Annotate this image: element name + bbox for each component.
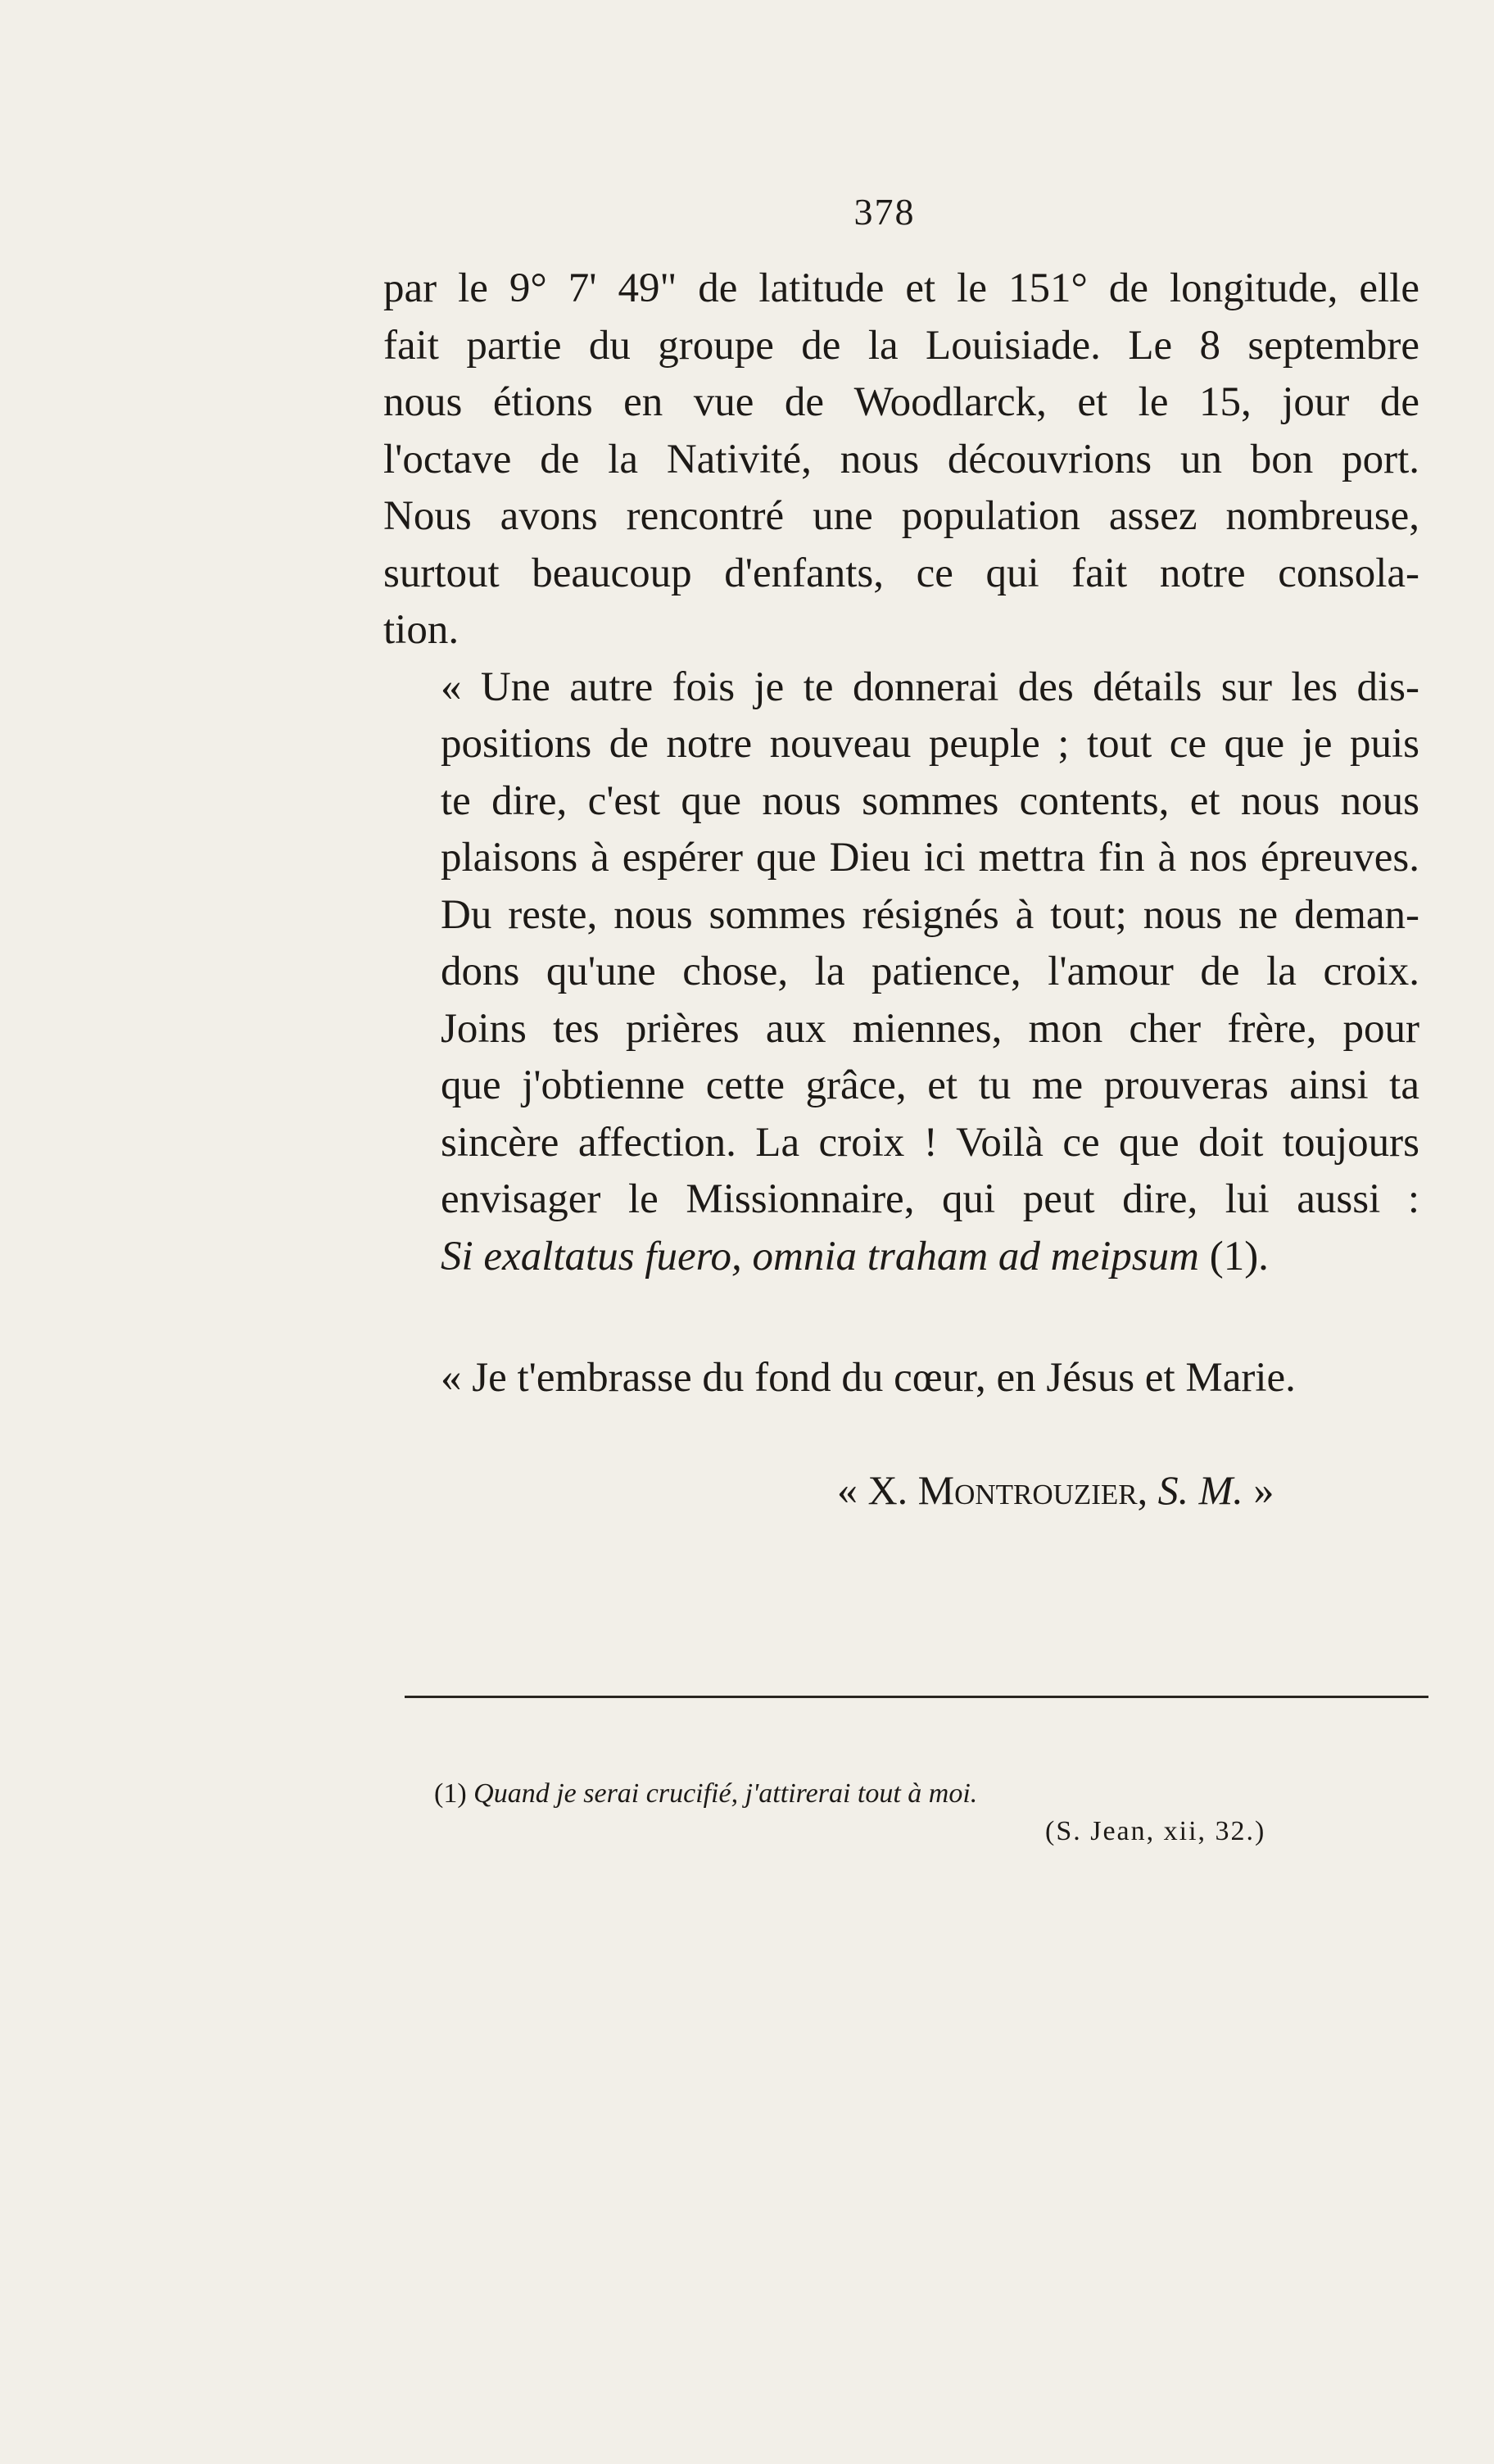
footnote-text: Quand je serai crucifié, j'attirerai tout à moi.: [473, 1778, 978, 1809]
page-number: 378: [853, 191, 916, 233]
text-line: sincère affection. La croix ! Voilà ce que doit toujours: [441, 1119, 1419, 1166]
text-line: nous étions en vue de Woodlarck, et le 15, jour de: [383, 379, 1419, 425]
body-text: [383, 260, 1419, 1285]
signature: « X. Montrouzier, S. M. »: [837, 1467, 1274, 1513]
signature-close-quote: »: [1253, 1467, 1274, 1513]
text-line: que j'obtienne cette grâce, et tu me prouveras ainsi ta: [441, 1062, 1419, 1108]
text-line: envisager le Missionnaire, qui peut dire, lui aussi :: [441, 1176, 1419, 1222]
footnote-number: (1): [434, 1778, 467, 1809]
signature-title: S. M.: [1157, 1467, 1243, 1513]
footnote: [434, 1773, 977, 1815]
paragraph-1: [383, 260, 1419, 659]
text-line: te dire, c'est que nous sommes contents, et nous nous: [441, 777, 1419, 824]
footnote-reference: (S. Jean, xii, 32.): [1045, 1816, 1266, 1846]
text-line: positions de notre nouveau peuple ; tout ce que je puis: [441, 721, 1419, 767]
text-line: tion.: [383, 607, 460, 653]
text-line: Nous avons rencontré une population assez nombreuse,: [383, 493, 1419, 539]
text-line: dons qu'une chose, la patience, l'amour de la croix.: [441, 949, 1419, 994]
footnote-marker: (1).: [1209, 1233, 1269, 1280]
text-line: Joins tes prières aux miennes, mon cher frère, pour: [441, 1005, 1419, 1052]
text-line: plaisons à espérer que Dieu ici mettra fin à nos épreuves.: [441, 835, 1419, 881]
text-line: par le 9° 7' 49" de latitude et le 151° de longitude, elle: [383, 265, 1419, 311]
text-line: l'octave de la Nativité, nous découvrions un bon port.: [383, 436, 1419, 482]
text-line: fait partie du groupe de la Louisiade. Le 8 septembre: [383, 322, 1419, 369]
paragraph-2: [383, 659, 1419, 1286]
signature-open-quote: «: [837, 1467, 858, 1513]
signature-name: X. Montrouzier: [867, 1467, 1138, 1513]
text-line: [383, 1229, 1419, 1286]
text-line: surtout beaucoup d'enfants, ce qui fait notre consola-: [383, 550, 1419, 596]
closing-line: « Je t'embrasse du fond du cœur, en Jésus et Marie.: [441, 1355, 1296, 1401]
latin-quote: Si exaltatus fuero, omnia traham ad meipsum: [441, 1233, 1199, 1280]
text-line: « Une autre fois je te donnerai des détails sur les dis-: [441, 664, 1419, 710]
footnote-separator: [405, 1696, 1428, 1698]
text-line: Du reste, nous sommes résignés à tout; nous ne deman-: [441, 891, 1419, 938]
